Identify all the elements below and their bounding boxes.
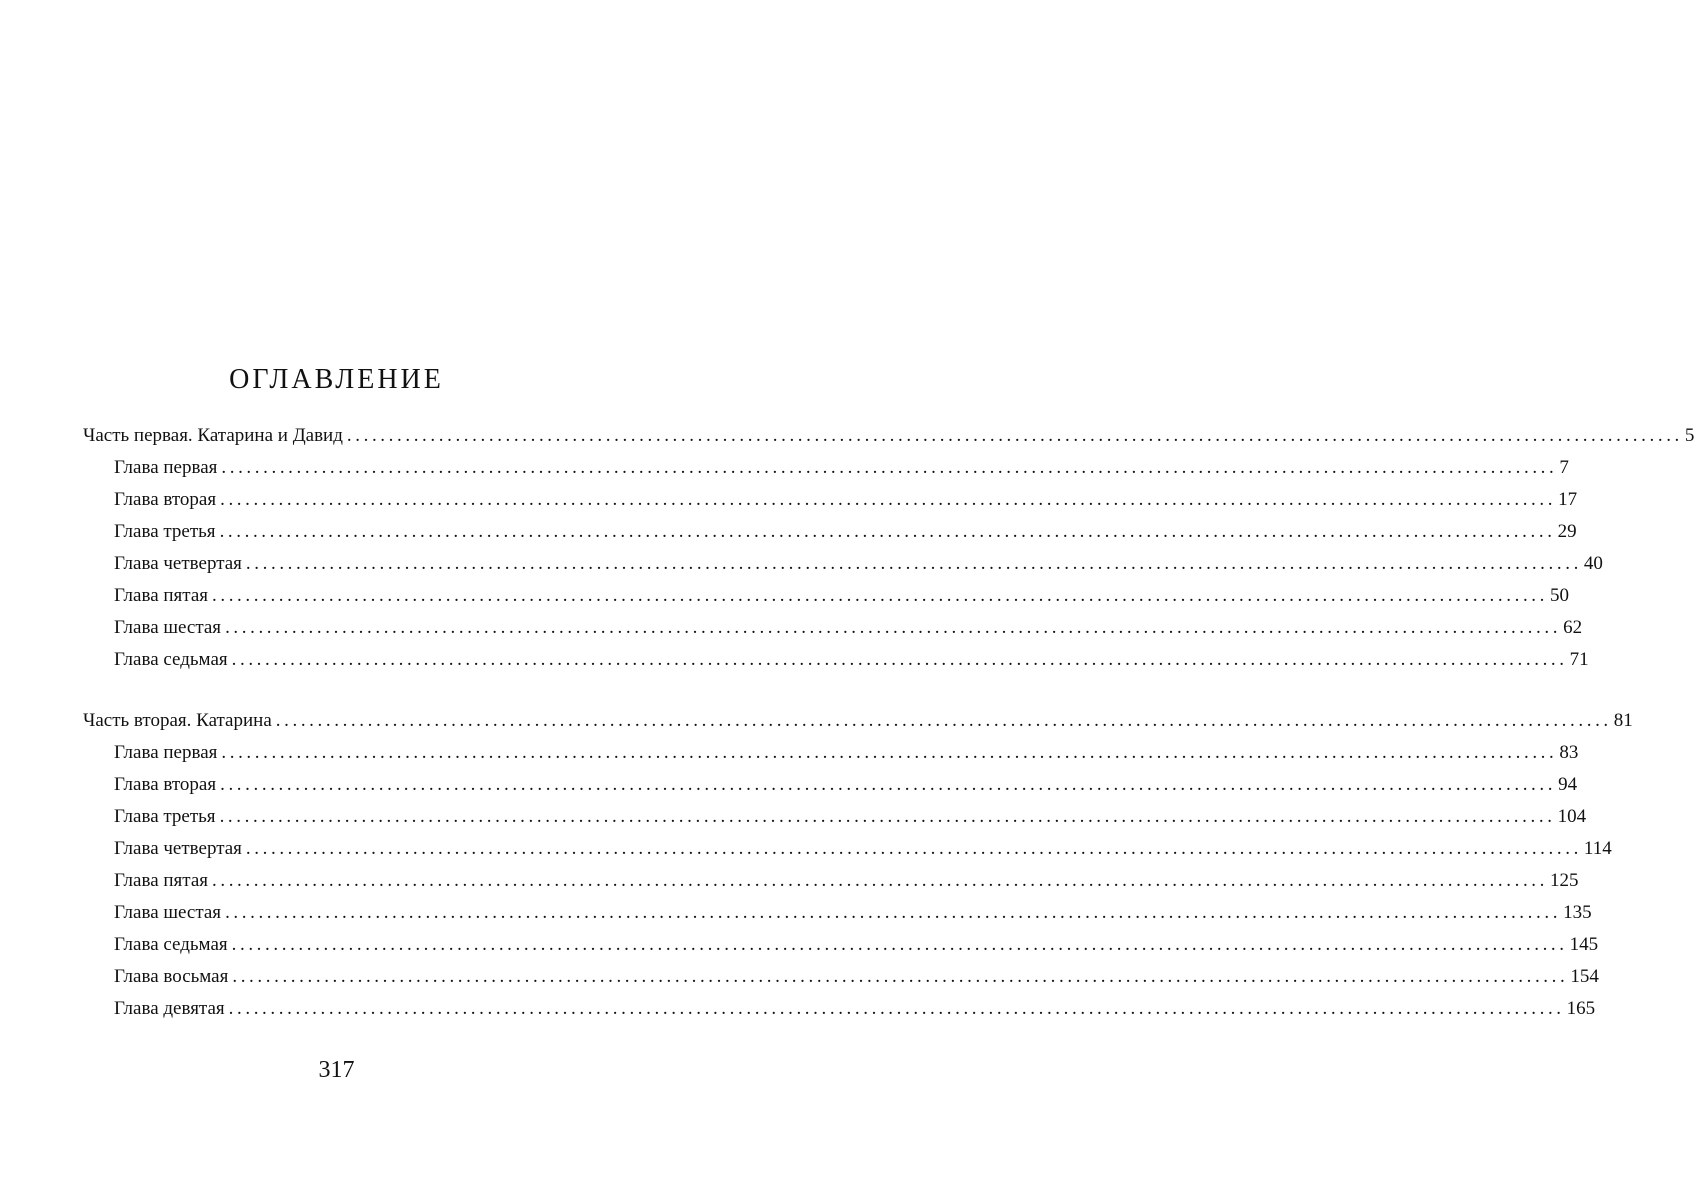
dot-leader: ................................................................................................................................................................ — [212, 870, 1548, 891]
dot-leader: ................................................................................................................................................................ — [346, 425, 1683, 446]
chapter-title: Глава первая — [114, 742, 218, 763]
chapter-title: Глава девятая — [114, 998, 225, 1019]
chapter-page-number: 17 — [1558, 489, 1578, 510]
toc-chapter — [83, 737, 1579, 769]
dot-leader: ................................................................................................................................................................ — [232, 966, 1569, 987]
dot-leader: ................................................................................................................................................................ — [221, 742, 1558, 763]
chapter-title: Глава седьмая — [114, 934, 228, 955]
toc-chapter — [83, 769, 1578, 801]
part-page-number: 81 — [1613, 710, 1633, 731]
chapter-page-number: 50 — [1550, 585, 1569, 606]
toc-chapter — [83, 929, 1599, 961]
dot-leader: ................................................................................................................................................................ — [231, 649, 1568, 670]
toc-chapter — [83, 801, 1587, 833]
chapter-page-number: 114 — [1583, 838, 1612, 859]
toc-chapter — [83, 961, 1599, 993]
dot-leader: ................................................................................................................................................................ — [225, 902, 1562, 923]
dot-leader: ................................................................................................................................................................ — [245, 553, 1582, 574]
chapter-title: Глава шестая — [114, 617, 222, 638]
dot-leader: ................................................................................................................................................................ — [219, 806, 1556, 827]
dot-leader: ................................................................................................................................................................ — [225, 617, 1562, 638]
chapter-title: Глава первая — [114, 457, 218, 478]
toc-chapter — [83, 484, 1578, 516]
dot-leader: ................................................................................................................................................................ — [231, 934, 1568, 955]
chapter-page-number: 40 — [1583, 553, 1603, 574]
dot-leader: ................................................................................................................................................................ — [221, 457, 1558, 478]
dot-leader: ................................................................................................................................................................ — [220, 489, 1557, 510]
chapter-title: Глава третья — [114, 806, 216, 827]
chapter-title: Глава третья — [114, 521, 216, 542]
toc-part-1 — [83, 420, 1694, 452]
toc-chapter — [83, 452, 1569, 484]
toc-chapter — [83, 865, 1579, 897]
toc-chapter — [83, 548, 1603, 580]
chapter-page-number: 71 — [1569, 649, 1589, 670]
dot-leader: ................................................................................................................................................................ — [220, 774, 1557, 795]
dot-leader: ................................................................................................................................................................ — [228, 998, 1565, 1019]
toc-part-2 — [83, 705, 1633, 737]
chapter-title: Глава четвертая — [114, 553, 242, 574]
page-title: ОГЛАВЛЕНИЕ — [229, 364, 444, 395]
chapter-page-number: 104 — [1557, 806, 1587, 827]
page-number: 317 — [318, 1057, 355, 1083]
part-title: Часть вторая. Катарина — [83, 710, 272, 731]
dot-leader: ................................................................................................................................................................ — [219, 521, 1556, 542]
toc-chapter — [83, 612, 1583, 644]
toc-chapter — [83, 644, 1589, 676]
chapter-title: Глава пятая — [114, 585, 208, 606]
dot-leader: ................................................................................................................................................................ — [212, 585, 1548, 606]
toc-chapter — [83, 897, 1592, 929]
toc-chapter — [83, 833, 1612, 865]
chapter-title: Глава вторая — [114, 489, 217, 510]
chapter-title: Глава восьмая — [114, 966, 229, 987]
chapter-page-number: 165 — [1566, 998, 1596, 1019]
chapter-page-number: 29 — [1557, 521, 1577, 542]
chapter-page-number: 125 — [1550, 870, 1579, 891]
chapter-page-number: 145 — [1569, 934, 1599, 955]
chapter-page-number: 7 — [1559, 457, 1569, 478]
part-title: Часть первая. Катарина и Давид — [83, 425, 343, 446]
part-page-number: 5 — [1684, 425, 1694, 446]
part-spacer — [83, 676, 585, 705]
dot-leader: ................................................................................................................................................................ — [275, 710, 1612, 731]
chapter-title: Глава шестая — [114, 902, 222, 923]
chapter-page-number: 94 — [1558, 774, 1578, 795]
toc-chapter — [83, 516, 1577, 548]
chapter-title: Глава четвертая — [114, 838, 242, 859]
dot-leader: ................................................................................................................................................................ — [245, 838, 1582, 859]
chapter-title: Глава пятая — [114, 870, 208, 891]
chapter-page-number: 154 — [1570, 966, 1599, 987]
chapter-page-number: 62 — [1563, 617, 1583, 638]
table-of-contents — [83, 420, 1694, 1025]
chapter-page-number: 83 — [1559, 742, 1579, 763]
chapter-title: Глава седьмая — [114, 649, 228, 670]
toc-chapter — [83, 993, 1596, 1025]
chapter-page-number: 135 — [1563, 902, 1592, 923]
chapter-title: Глава вторая — [114, 774, 217, 795]
toc-chapter — [83, 580, 1569, 612]
